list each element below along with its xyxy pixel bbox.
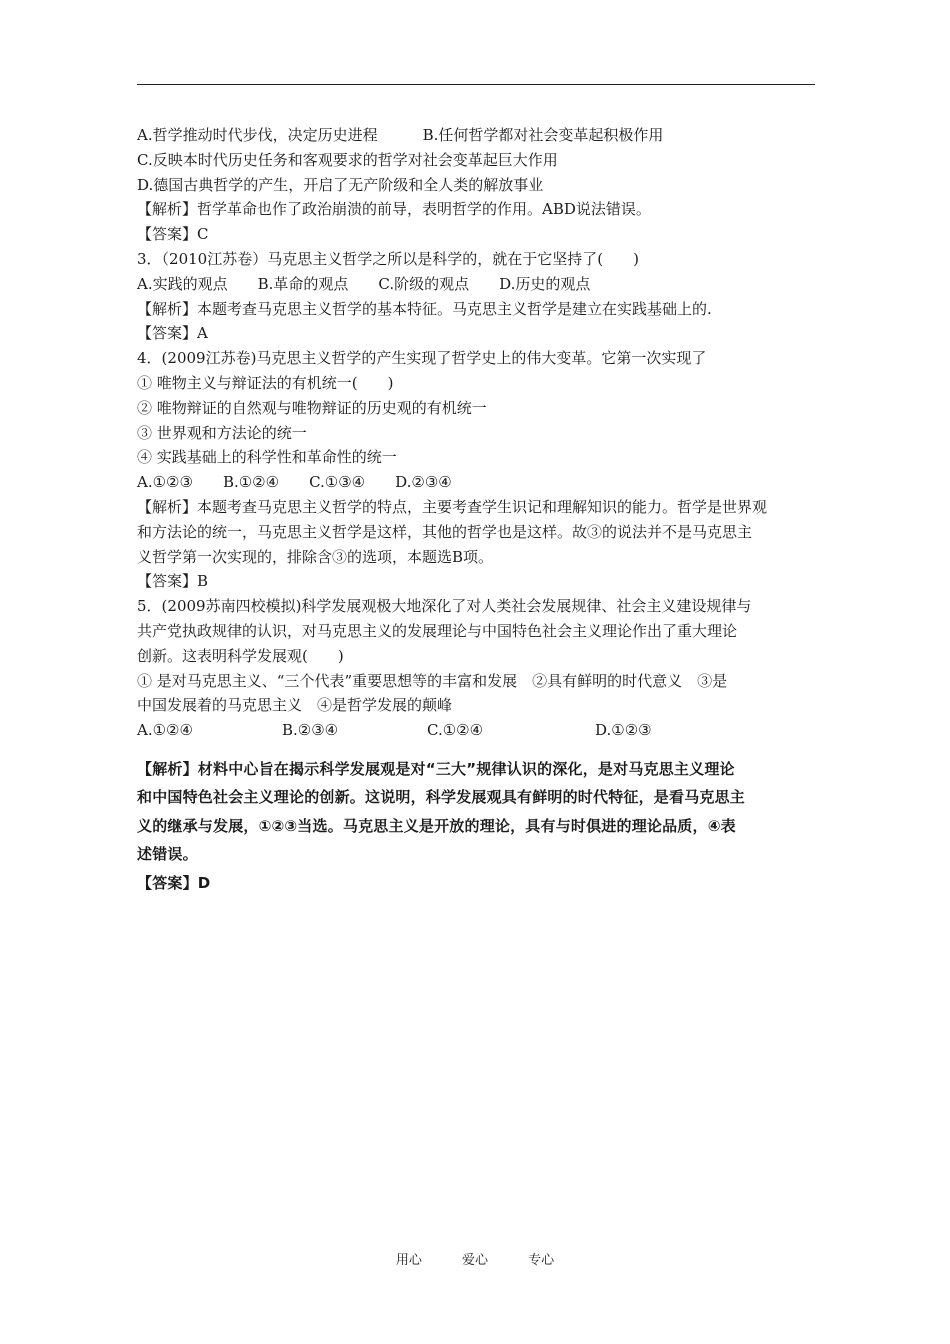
analysis-line: 【答案】D — [137, 873, 211, 892]
option-d: D.①②③ — [595, 721, 652, 740]
footer-text-3: 专心 — [528, 1253, 555, 1268]
text-line: 【答案】A — [137, 324, 208, 343]
question-block — [137, 123, 817, 718]
text-line: 【解析】本题考查马克思主义哲学的基本特征。马克思主义哲学是建立在实践基础上的. — [137, 299, 712, 318]
text-line: 5．(2009苏南四校模拟)科学发展观极大地深化了对人类社会发展规律、社会主义建设规律与 — [137, 597, 752, 616]
text-line: ① 唯物主义与辩证法的有机统一( ) — [137, 373, 394, 392]
header-rule — [137, 84, 815, 85]
footer-text-2: 爱心 — [461, 1253, 488, 1268]
text-line: D.德国古典哲学的产生，开启了无产阶级和全人类的解放事业 — [137, 175, 544, 194]
text-line: 【解析】本题考查马克思主义哲学的特点，主要考查学生识记和理解知识的能力。哲学是世界观 — [137, 497, 768, 516]
text-line: 中国发展着的马克思主义 ④是哲学发展的颠峰 — [137, 696, 453, 715]
text-line: 创新。这表明科学发展观( ) — [137, 646, 344, 665]
option-a: A.①②④ — [137, 721, 193, 740]
analysis-block — [137, 755, 817, 898]
text-line: 【解析】哲学革命也作了政治崩溃的前导，表明哲学的作用。ABD说法错误。 — [137, 200, 651, 219]
text-line: ③ 世界观和方法论的统一 — [137, 423, 307, 442]
text-line: 共产党执政规律的认识，对马克思主义的发展理论与中国特色社会主义理论作出了重大理论 — [137, 621, 738, 640]
page-footer — [0, 1249, 950, 1268]
text-line: C.反映本时代历史任务和客观要求的哲学对社会变革起巨大作用 — [137, 150, 558, 169]
text-line: A.实践的观点 B.革命的观点 C.阶级的观点 D.历史的观点 — [137, 274, 591, 293]
text-line: A.哲学推动时代步伐，决定历史进程 B.任何哲学都对社会变革起积极作用 — [137, 126, 664, 144]
text-line: ① 是对马克思主义、“三个代表”重要思想等的丰富和发展 ②具有鲜明的时代意义 ③是 — [137, 671, 728, 690]
text-line: ② 唯物辩证的自然观与唯物辩证的历史观的有机统一 — [137, 398, 487, 417]
analysis-line: 述错误。 — [137, 845, 198, 864]
text-line: 4．(2009江苏卷)马克思主义哲学的产生实现了哲学史上的伟大变革。它第一次实现了 — [137, 349, 707, 368]
text-line: 3．（2010江苏卷）马克思主义哲学之所以是科学的，就在于它坚持了( ) — [137, 249, 639, 268]
analysis-line: 义的继承与发展，①②③当选。马克思主义是开放的理论，具有与时俱进的理论品质，④表 — [137, 816, 736, 835]
analysis-line: 和中国特色社会主义理论的创新。这说明，科学发展观具有鲜明的时代特征，是看马克思主 — [137, 788, 746, 807]
text-line: 【答案】C — [137, 225, 209, 244]
footer-text-1: 用心 — [395, 1253, 422, 1268]
text-line: ④ 实践基础上的科学性和革命性的统一 — [137, 448, 397, 467]
text-line: 【答案】B — [137, 572, 209, 591]
text-line: 义哲学第一次实现的，排除含③的选项，本题选B项。 — [137, 547, 494, 566]
analysis-line: 【解析】材料中心旨在揭示科学发展观是对“三大”规律认识的深化，是对马克思主义理论 — [137, 759, 735, 778]
answer-options-q5 — [137, 718, 817, 743]
text-line: A.①②③ B.①②④ C.①③④ D.②③④ — [137, 473, 452, 492]
document-body — [137, 123, 817, 897]
option-c: C.①②④ — [427, 721, 484, 740]
text-line: 和方法论的统一，马克思主义哲学是这样，其他的哲学也是这样。故③的说法并不是马克思主 — [137, 522, 753, 541]
option-b: B.②③④ — [282, 721, 339, 740]
